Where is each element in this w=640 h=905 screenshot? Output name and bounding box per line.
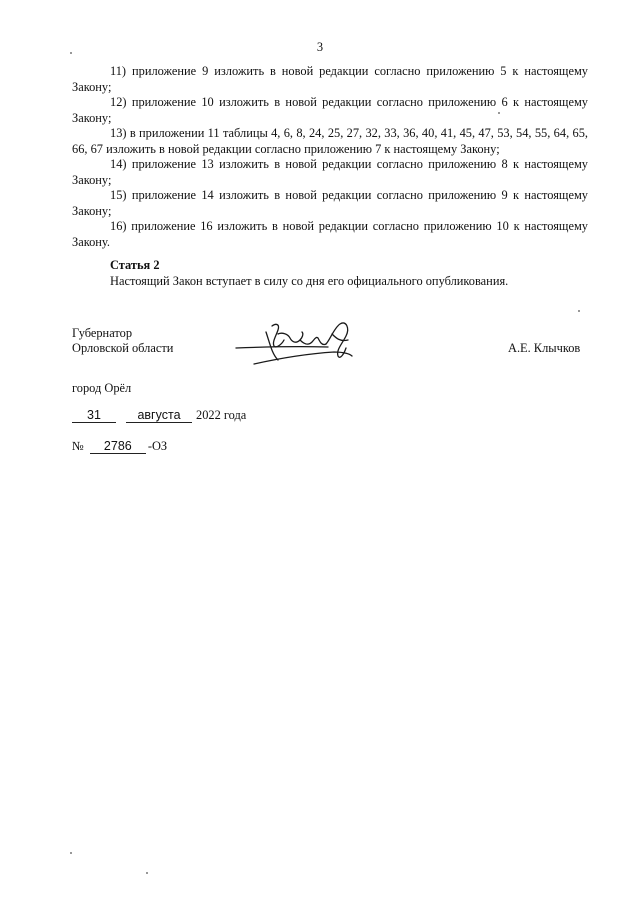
scan-speck [70,52,72,54]
scan-speck [498,112,500,114]
law-number-value: 2786 [90,440,146,454]
date-month: августа [126,409,192,423]
article-text: Настоящий Закон вступает в силу со дня его официального опубликования. [110,273,509,288]
scan-speck [146,872,148,874]
law-number-prefix: № [72,439,84,453]
signatory-name: А.Е. Клычков [508,341,581,355]
handwritten-signature [232,314,362,378]
page-number: 3 [316,40,324,54]
date-year: 2022 года [196,408,247,422]
signatory-title-line1: Губернатор [72,326,133,340]
city: город Орёл [72,381,132,395]
scan-speck [578,310,580,312]
list-item: 13) в приложении 11 таблицы 4, 6, 8, 24, 25, 27, 32, 33, 36, 40, 41, 45, 47, 53, 54, 55, 64, 65, 66, 67 изложить в новой редакции согласно приложению 7 к настоящему Закону; [72,126,588,156]
law-number [72,439,167,455]
list-item: 14) приложение 13 изложить в новой редакции согласно приложению 8 к настоящему Закону; [72,157,588,187]
date-day: 31 [72,409,116,423]
article-title: Статья 2 [110,258,160,272]
signatory-title-line2: Орловской области [72,341,174,355]
list-item: 12) приложение 10 изложить в новой редакции согласно приложению 6 к настоящему Закону; [72,95,588,125]
amendment-list [72,64,588,250]
law-number-suffix: -ОЗ [147,439,168,453]
list-item: 15) приложение 14 изложить в новой редакции согласно приложению 9 к настоящему Закону; [72,188,588,218]
list-item: 11) приложение 9 изложить в новой редакции согласно приложению 5 к настоящему Закону; [72,64,588,94]
article-2 [110,258,588,289]
signing-date [72,408,246,424]
scan-speck [70,852,72,854]
list-item: 16) приложение 16 изложить в новой редакции согласно приложению 10 к настоящему Закону. [72,219,588,249]
signatory-title [72,326,173,356]
